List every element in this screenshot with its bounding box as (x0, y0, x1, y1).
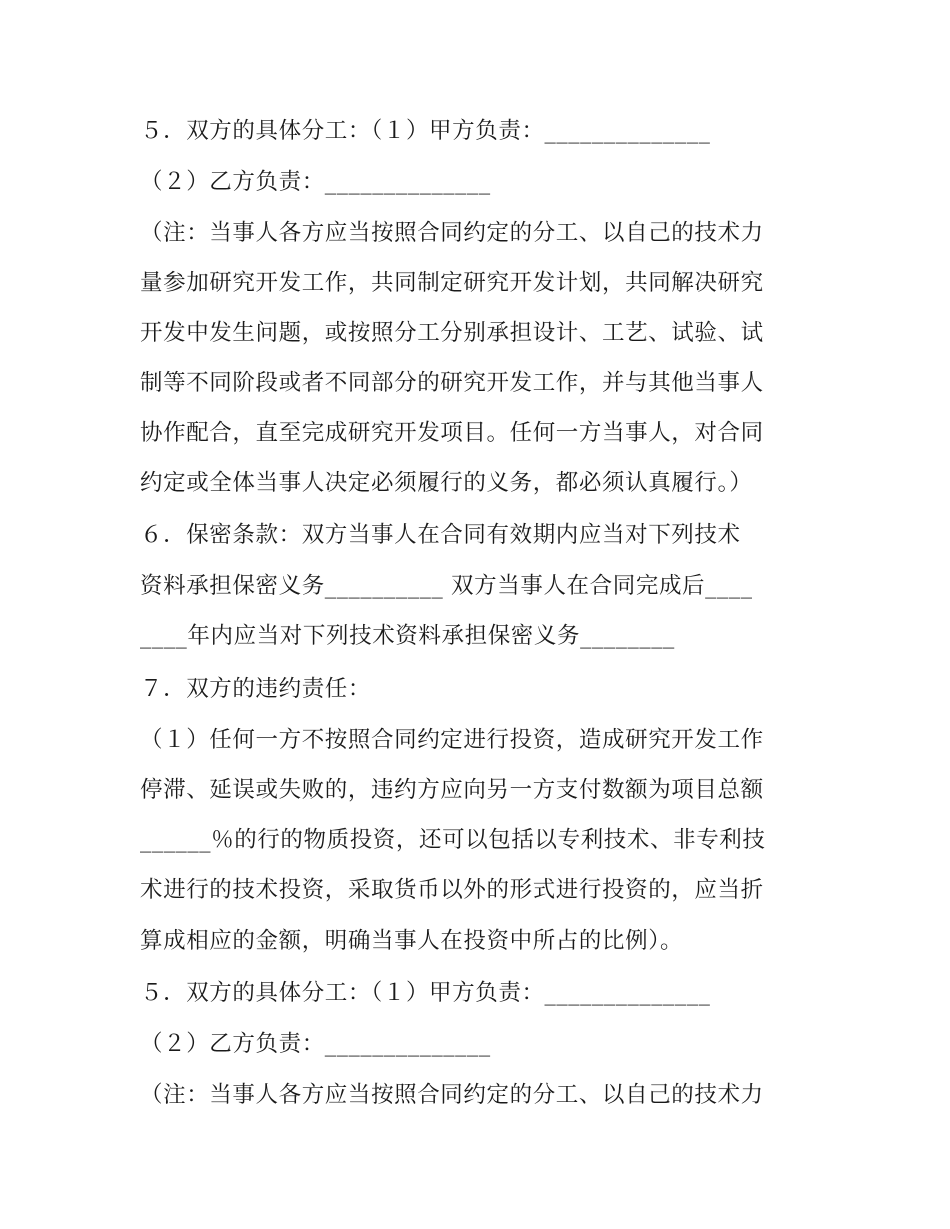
clause-7-item-1-line-2: 停滞、延误或失败的，违约方应向另一方支付数额为项目总额 (140, 777, 764, 803)
clause-6-confidentiality: ６．保密条款：双方当事人在合同有效期内应当对下列技术 (140, 522, 741, 548)
clause-7-item-1-line-1: （１）任何一方不按照合同约定进行投资，造成研究开发工作 (140, 727, 764, 753)
note-line-4: 制等不同阶段或者不同部分的研究开发工作，并与其他当事人 (140, 370, 764, 396)
note-line-1: （注：当事人各方应当按照合同约定的分工、以自己的技术力 (140, 220, 764, 246)
clause-6-line-3: ____年内应当对下列技术资料承担保密义务________ (140, 623, 675, 649)
clause-6-line-2: 资料承担保密义务__________ 双方当事人在合同完成后____ (140, 573, 753, 599)
note-line-2: 量参加研究开发工作，共同制定研究开发计划，共同解决研究 (140, 270, 764, 296)
clause-7-item-1-line-5: 算成相应的金额，明确当事人在投资中所占的比例）。 (140, 928, 684, 954)
clause-7-item-1-line-4: 术进行的技术投资，采取货币以外的形式进行投资的，应当折 (140, 877, 764, 903)
clause-5-division-of-labor: ５．双方的具体分工：（１）甲方负责：______________ (140, 118, 711, 144)
clause-5-party-b-duty: （２）乙方负责：______________ (140, 169, 491, 195)
note-line-1-repeat: （注：当事人各方应当按照合同约定的分工、以自己的技术力 (140, 1082, 764, 1108)
clause-5-division-of-labor-repeat: ５．双方的具体分工：（１）甲方负责：______________ (140, 980, 711, 1006)
clause-5-party-b-duty-repeat: （２）乙方负责：______________ (140, 1031, 491, 1057)
clause-7-liability: ７．双方的违约责任： (140, 676, 372, 702)
note-line-5: 协作配合，直至完成研究开发项目。任何一方当事人，对合同 (140, 420, 764, 446)
note-line-3: 开发中发生问题，或按照分工分别承担设计、工艺、试验、试 (140, 320, 764, 346)
clause-7-item-1-line-3: ______％的行的物质投资，还可以包括以专利技术、非专利技 (140, 827, 766, 853)
note-line-6: 约定或全体当事人决定必须履行的义务，都必须认真履行。） (140, 470, 753, 496)
